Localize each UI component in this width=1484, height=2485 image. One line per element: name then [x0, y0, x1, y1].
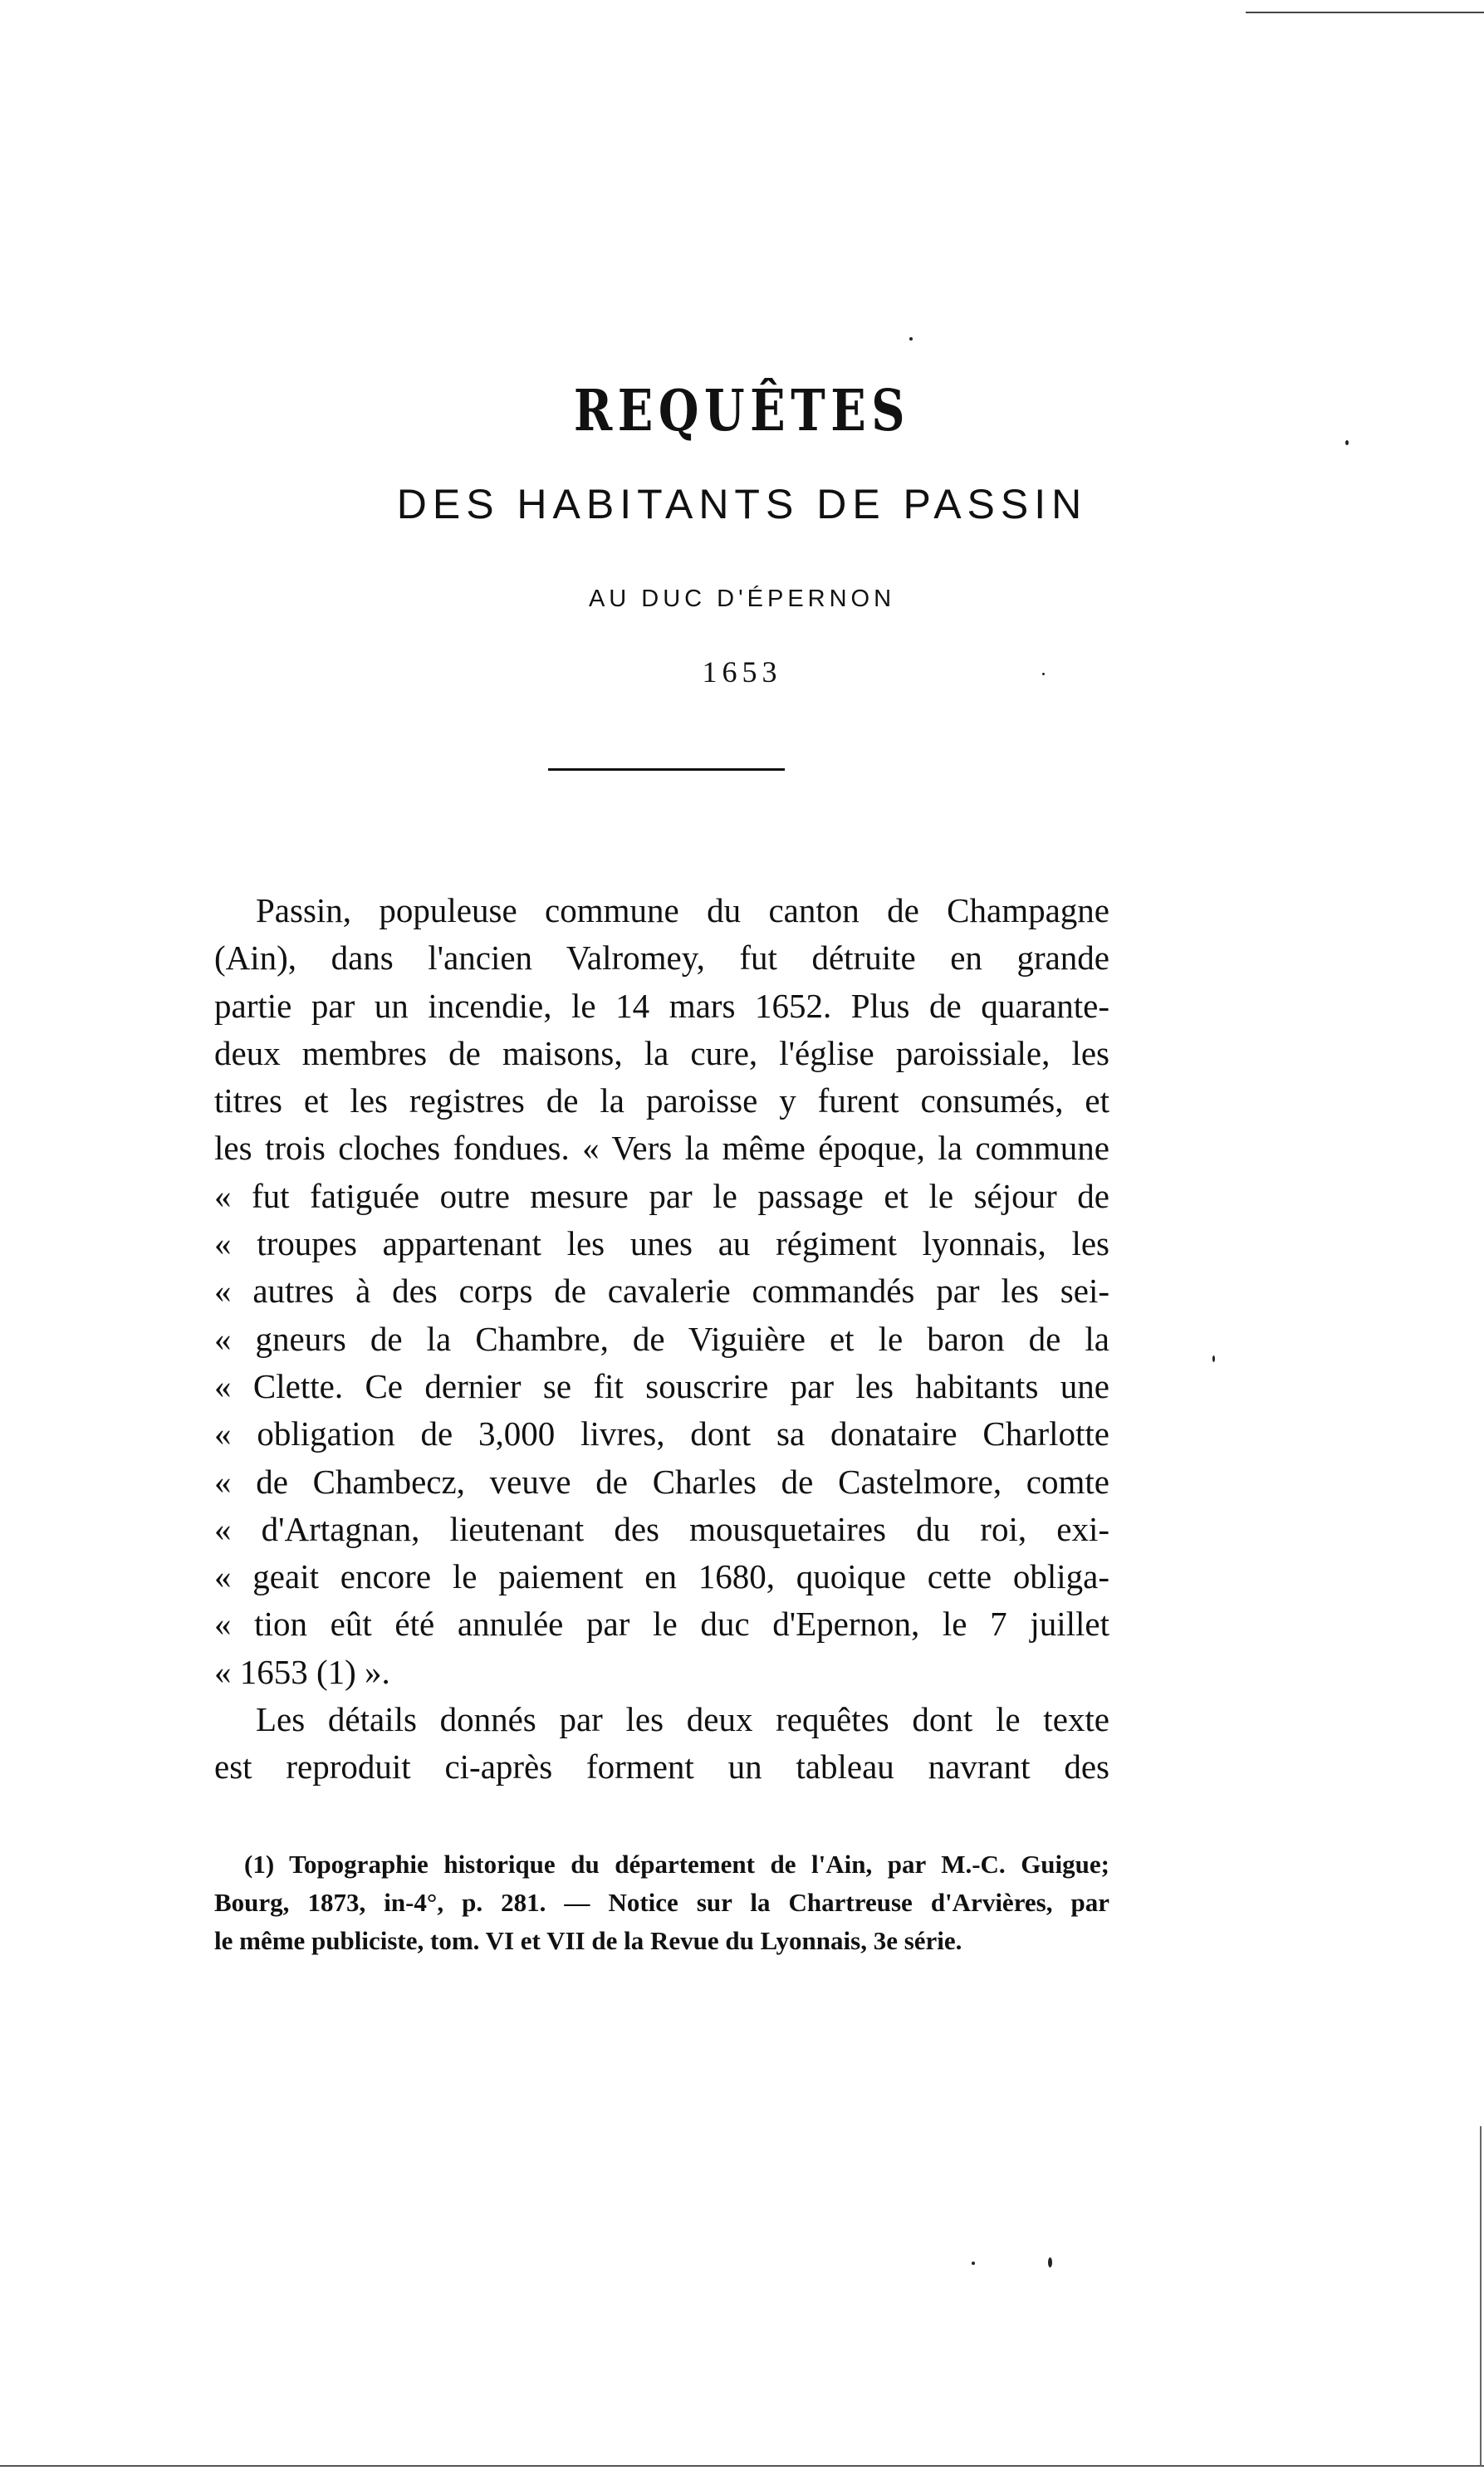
text-line: « troupes appartenant les unes au régiment lyonnais, les [214, 1224, 1109, 1263]
text-line: titres et les registres de la paroisse y furent consumés, et [214, 1081, 1109, 1120]
page-subtitle: DES HABITANTS DE PASSIN [396, 481, 1088, 527]
text-line: partie par un incendie, le 14 mars 1652. Plus de quarante- [214, 986, 1109, 1025]
text-line: « d'Artagnan, lieutenant des mousquetaires du roi, exi- [214, 1509, 1109, 1548]
footnote-line: Bourg, 1873, in-4°, p. 281. — Notice sur la Chartreuse d'Arvières, par [214, 1888, 1109, 1917]
text-line: est reproduit ci-après forment un tableau navrant des [214, 1747, 1109, 1787]
text-line: « obligation de 3,000 livres, dont sa donataire Charlotte [214, 1414, 1109, 1453]
text-line: Passin, populeuse commune du canton de Champagne [256, 891, 1109, 929]
text-line: Les détails donnés par les deux requêtes dont le texte [256, 1700, 1109, 1739]
scan-speck [909, 337, 913, 341]
footnote-line: le même publiciste, tom. VI et VII de la Revue du Lyonnais, 3e série. [214, 1926, 962, 1955]
footnote [214, 1845, 1109, 1960]
text-line: « Clette. Ce dernier se fit souscrire par les habitants une [214, 1366, 1109, 1405]
text-line: deux membres de maisons, la cure, l'église paroissiale, les [214, 1033, 1109, 1072]
text-line: « 1653 (1) ». [214, 1652, 390, 1691]
scan-speck [1212, 1355, 1215, 1362]
text-line: « tion eût été annulée par le duc d'Epernon, le 7 juillet [214, 1605, 1109, 1644]
recipient-line: AU DUC D'ÉPERNON [588, 586, 896, 612]
text-line: « geait encore le paiement en 1680, quoique cette obliga- [214, 1557, 1109, 1596]
year-line: 1653 [702, 655, 782, 689]
scan-speck [1048, 2257, 1052, 2267]
scan-edge-line [1480, 2126, 1482, 2467]
text-line: « fut fatiguée outre mesure par le passage et le séjour de [214, 1176, 1109, 1215]
title-divider [548, 768, 785, 771]
scan-speck [972, 2262, 975, 2265]
scan-edge-line [1246, 12, 1484, 13]
body-text [214, 887, 1109, 1791]
text-line: (Ain), dans l'ancien Valromey, fut détruite en grande [214, 939, 1109, 978]
scan-edge-line [0, 2465, 1484, 2467]
footnote-line: (1) Topographie historique du département de l'Ain, par M.-C. Guigue; [244, 1850, 1109, 1879]
text-line: « gneurs de la Chambre, de Viguière et le baron de la [214, 1319, 1109, 1358]
text-line: « autres à des corps de cavalerie commandés par les sei- [214, 1272, 1109, 1311]
text-line: « de Chambecz, veuve de Charles de Castelmore, comte [214, 1462, 1109, 1501]
text-line: les trois cloches fondues. « Vers la même époque, la commune [214, 1129, 1109, 1168]
page-title: REQUÊTES [573, 378, 911, 444]
